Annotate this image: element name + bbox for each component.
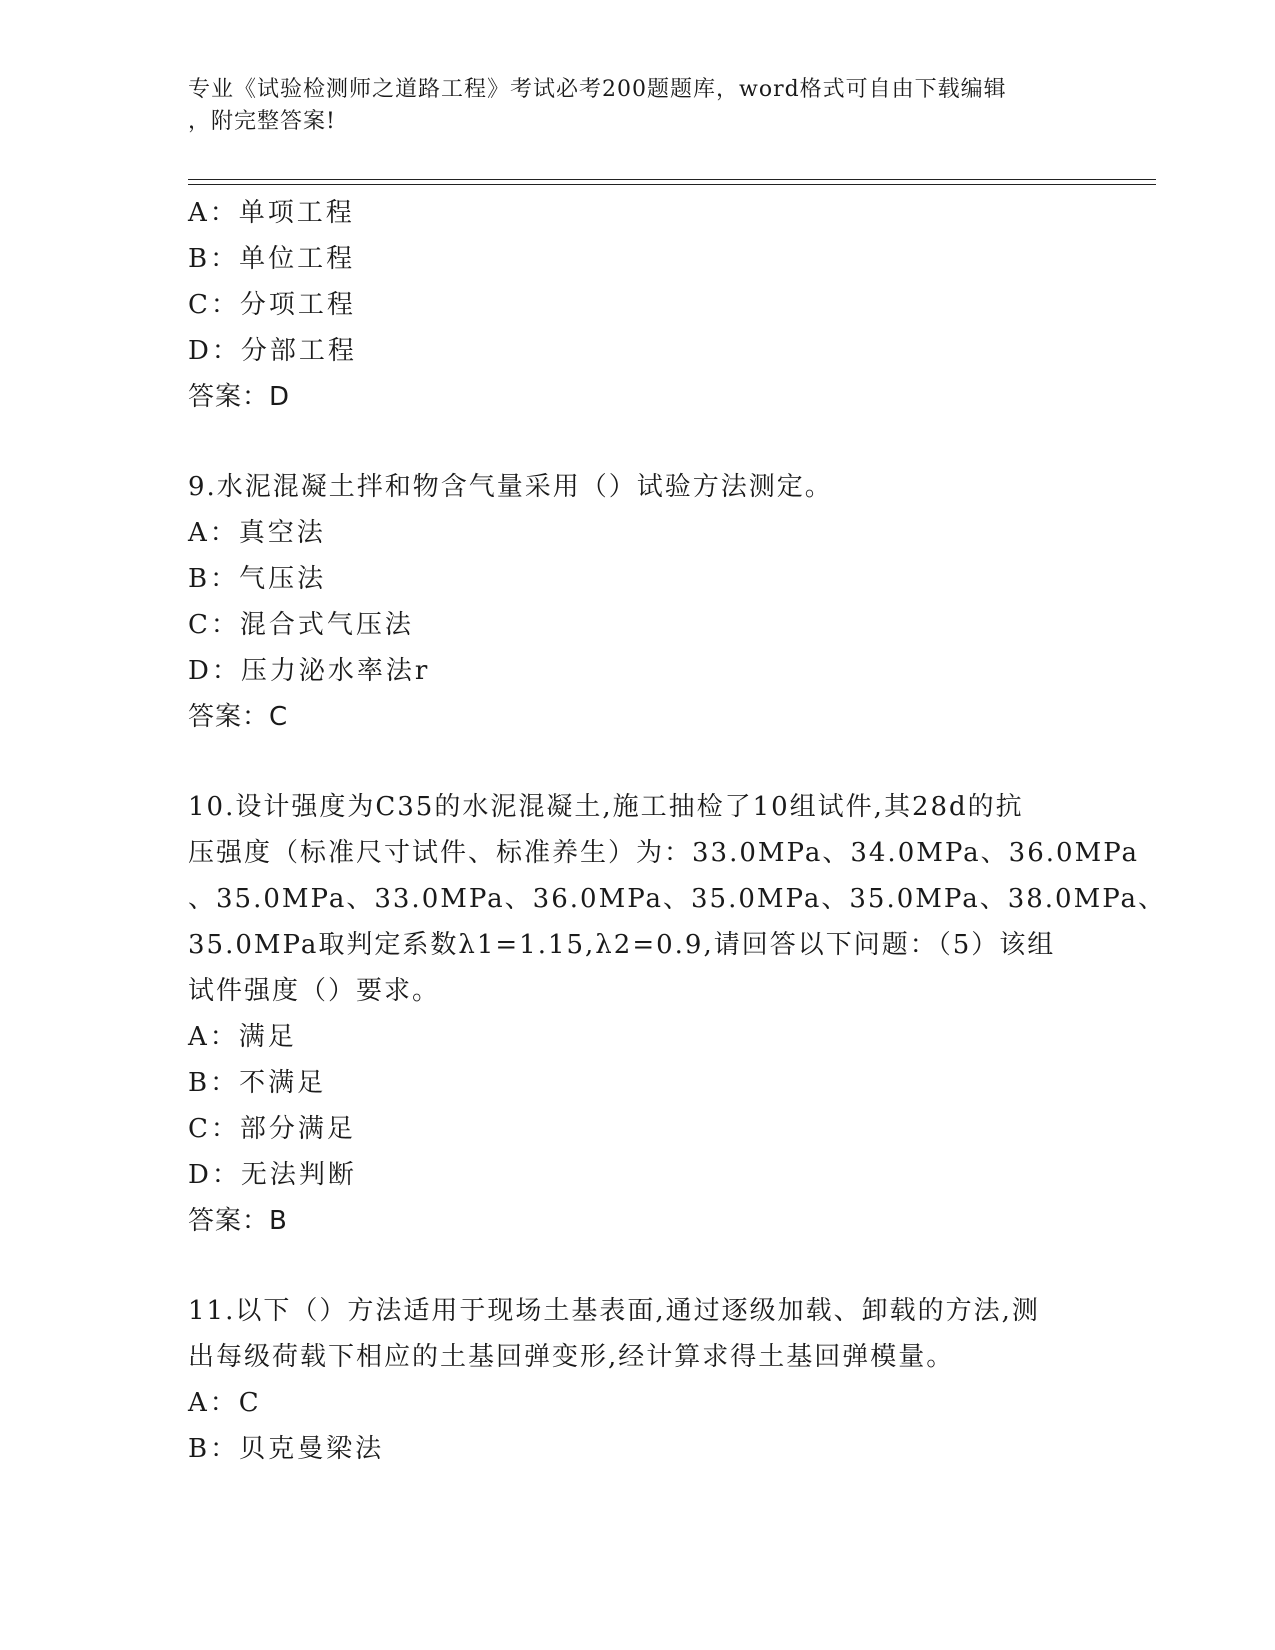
option-d: D：压力泌水率法r [188,656,431,686]
answer: 答案：D [188,382,291,412]
question-text-line-4: 35.0MPa取判定系数λ1=1.15,λ2=0.9,请回答以下问题：（5）该组 [188,930,1056,960]
question-list [188,190,1167,1472]
header-divider-top [188,179,1156,180]
question-text-line-2: 压强度（标准尺寸试件、标准养生）为：33.0MPa、34.0MPa、36.0MPa [188,838,1140,868]
question-text-line-3: 、35.0MPa、33.0MPa、36.0MPa、35.0MPa、35.0MPa、38.0MPa、 [188,884,1167,914]
question-text-line-5: 试件强度（）要求。 [188,976,441,1006]
option-c: C：部分满足 [188,1114,356,1144]
option-c: C：分项工程 [188,290,356,320]
option-d: D：无法判断 [188,1160,357,1190]
header-divider-bottom [188,184,1156,185]
option-a: A：C [188,1388,262,1418]
option-b: B：气压法 [188,564,327,594]
question-8 [188,190,1088,420]
question-text-line-2: 出每级荷载下相应的土基回弹变形,经计算求得土基回弹模量。 [188,1342,955,1372]
question-9 [188,464,1088,740]
option-d: D：分部工程 [188,336,357,366]
option-b: B：单位工程 [188,244,356,274]
answer: 答案：B [188,1206,288,1236]
question-11 [188,1288,1088,1472]
header-line-2: ，附完整答案! [188,109,336,134]
option-c: C：混合式气压法 [188,610,414,640]
option-b: B：贝克曼梁法 [188,1434,385,1464]
document-header [188,74,1068,138]
question-text: 9.水泥混凝土拌和物含气量采用（）试验方法测定。 [188,472,833,502]
question-text-line-1: 11.以下（）方法适用于现场土基表面,通过逐级加载、卸载的方法,测 [188,1296,1040,1326]
option-a: A：单项工程 [188,198,355,228]
option-a: A：真空法 [188,518,326,548]
header-line-1: 专业《试验检测师之道路工程》考试必考200题题库，word格式可自由下载编辑 [188,77,1007,102]
option-a: A：满足 [188,1022,297,1052]
answer: 答案：C [188,702,289,732]
question-10 [188,784,1167,1244]
option-b: B：不满足 [188,1068,327,1098]
question-text-line-1: 10.设计强度为C35的水泥混凝土,施工抽检了10组试件,其28d的抗 [188,792,1024,822]
